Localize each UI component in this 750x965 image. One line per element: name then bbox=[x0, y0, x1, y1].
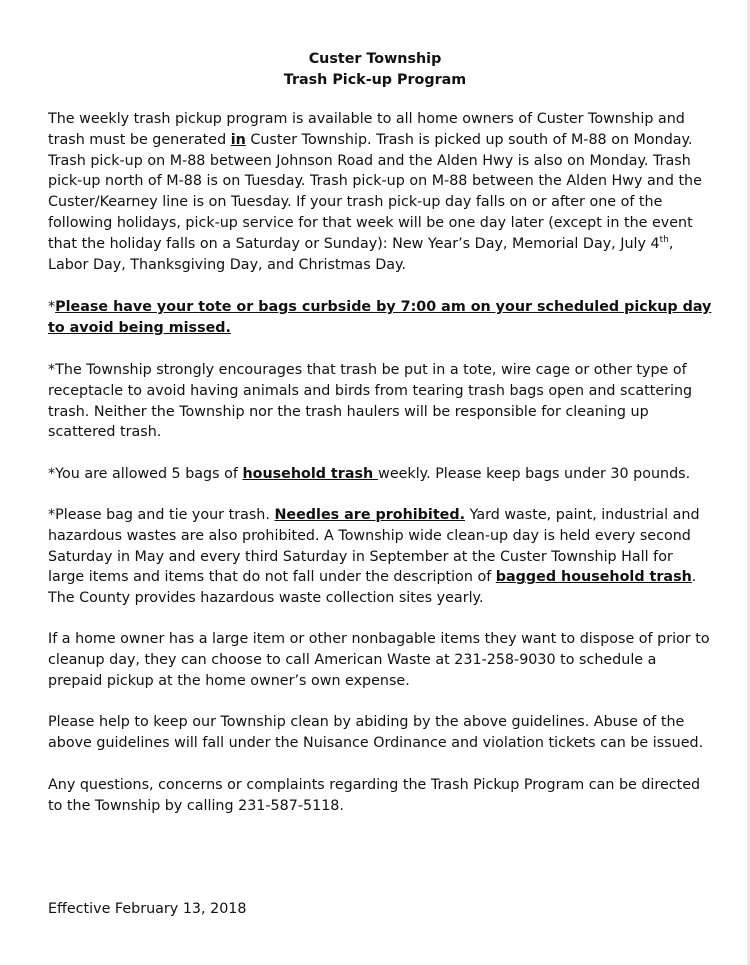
emphasis-in: in bbox=[230, 131, 246, 148]
prohibited-text-c: Yard waste, paint, industrial and hazardous wastes are also prohibited. A Township wide clean-up day is held every second Saturday in May and every third Saturday in September at the Custer Township Hall for large items and items that do not fall under the description of bbox=[48, 507, 700, 586]
document-subtitle: Trash Pick-up Program bbox=[283, 72, 467, 88]
prohibited-text-e: . The County provides hazardous waste collection sites yearly. bbox=[48, 569, 697, 607]
guidelines-paragraph: Please help to keep our Township clean by abiding by the above guidelines. Abuse of the above guidelines will fall under the Nuisance Ordinance and violation tickets can be issued. bbox=[48, 714, 704, 751]
schedule-text-d: , Labor Day, Thanksgiving Day, and Christmas Day. bbox=[48, 235, 674, 273]
contact-paragraph: Any questions, concerns or complaints regarding the Trash Pickup Program can be directed to the Township by calling 231-587-5118. bbox=[48, 777, 701, 814]
schedule-paragraph bbox=[48, 109, 712, 275]
ordinal-suffix: th bbox=[659, 235, 669, 246]
prohibited-items-paragraph bbox=[48, 505, 712, 609]
household-trash-emphasis: household trash bbox=[242, 466, 379, 482]
asterisk: * bbox=[48, 299, 56, 315]
receptacle-paragraph: *The Township strongly encourages that trash be put in a tote, wire cage or other type of receptacle to avoid having animals and birds from tearing trash bags open and scattering trash. Neither the Township nor the trash haulers will be responsible for cleaning up scattered trash. bbox=[48, 362, 693, 441]
bag-limit-text-c: weekly. Please keep bags under 30 pounds. bbox=[378, 466, 691, 482]
curbside-notice-text: Please have your tote or bags curbside by 7:00 am on your scheduled pickup day to avoid being missed. bbox=[48, 299, 712, 336]
curbside-notice bbox=[48, 297, 712, 339]
bag-limit-text-a: *You are allowed 5 bags of bbox=[48, 466, 243, 482]
schedule-text-a: The weekly trash pickup program is available to all home owners of Custer Township and trash must be generated bbox=[48, 111, 685, 148]
schedule-text-c: Custer Township. Trash is picked up south of M-88 on Monday. Trash pick-up on M-88 between Johnson Road and the Alden Hwy is also on Monday. Trash pick-up north of M-88 is on Tuesday. Trash pick-up on M-88 between the Alden Hwy and the Custer/Kearney line is on Tuesday. If your trash pick-up day falls on or after one of the following holidays, pick-up service for that week will be one day later (except in the event that the holiday falls on a Saturday or Sunday): New Year’s Day, Memorial Day, July 4 bbox=[48, 131, 702, 252]
bagged-household-trash-emphasis: bagged household trash bbox=[495, 569, 692, 586]
prohibited-text-a: *Please bag and tie your trash. bbox=[48, 507, 275, 523]
needles-prohibited-emphasis: Needles are prohibited. bbox=[274, 507, 466, 523]
effective-date: Effective February 13, 2018 bbox=[48, 901, 247, 917]
document-title: Custer Township bbox=[308, 51, 442, 67]
bag-limit-paragraph bbox=[48, 464, 712, 485]
large-items-paragraph: If a home owner has a large item or other nonbagable items they want to dispose of prior to cleanup day, they can choose to call American Waste at 231-258-9030 to schedule a prepaid pickup at the home owner’s own expense. bbox=[48, 631, 710, 689]
